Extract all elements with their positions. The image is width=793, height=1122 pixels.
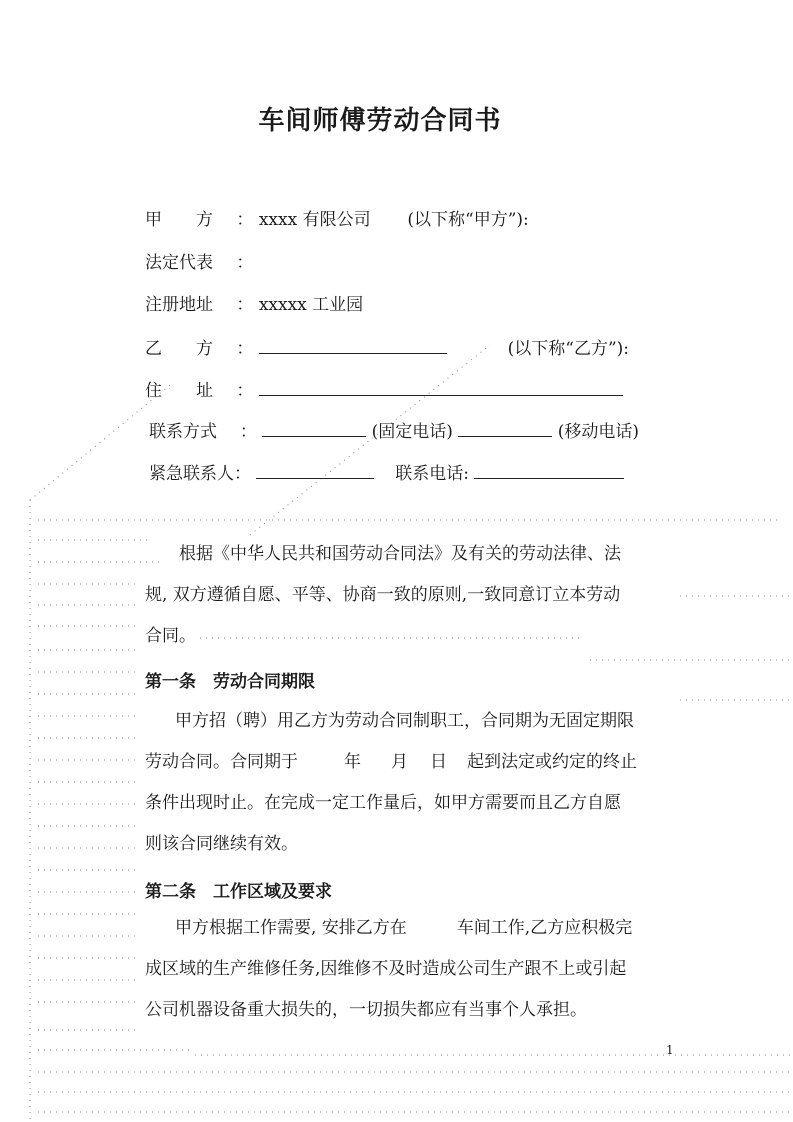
party-b-note: (以下称“乙方”): xyxy=(507,339,629,359)
article-1-line-1: 甲方招（聘）用乙方为劳动合同制职工，合同期为无固定期限 xyxy=(175,711,634,731)
address-blank[interactable] xyxy=(259,377,623,396)
intro-line-1: 根据《中华人民共和国劳动合同法》及有关的劳动法律、法 xyxy=(179,544,621,564)
party-a-label: 甲 方 xyxy=(145,210,213,230)
intro-paragraph xyxy=(145,534,677,657)
reg-address-value: xxxxx 工业园 xyxy=(258,295,364,315)
address-colon: ： xyxy=(236,381,254,401)
date-day-label: 日 xyxy=(430,752,447,772)
page-number: 1 xyxy=(666,1043,674,1057)
reg-address-colon: ： xyxy=(236,295,254,315)
party-b-label: 乙 方 xyxy=(145,339,213,359)
document-title: 车间师傅劳动合同书 xyxy=(258,106,502,136)
contact-row xyxy=(149,418,639,442)
legal-rep-row xyxy=(145,251,253,275)
article-2-line-3: 公司机器设备重大损失的，一切损失都应有当事个人承担。 xyxy=(145,1000,587,1020)
emergency-label: 紧急联系人： xyxy=(149,464,251,484)
article-1-line-2-start: 劳动合同。合同期于 xyxy=(145,752,298,772)
party-b-name-blank[interactable] xyxy=(259,335,447,354)
address-row xyxy=(145,377,623,401)
party-b-colon: ： xyxy=(236,339,254,359)
emergency-phone-blank[interactable] xyxy=(474,460,624,479)
intro-line-2: 规, 双方遵循自愿、平等、协商一致的原则,一致同意订立本劳动 xyxy=(145,585,621,605)
intro-line-3: 合同。 xyxy=(145,626,196,646)
emergency-phone-label: 联系电话: xyxy=(395,464,469,484)
party-b-row xyxy=(145,335,629,359)
date-year-label: 年 xyxy=(344,752,361,772)
mobile-blank[interactable] xyxy=(458,418,552,437)
reg-address-label: 注册地址 xyxy=(145,295,213,315)
article-1-heading: 第一条 劳动合同期限 xyxy=(145,672,315,692)
emergency-row xyxy=(149,460,624,484)
legal-rep-label: 法定代表 xyxy=(145,253,213,273)
article-1-line-2-end: 起到法定或约定的终止 xyxy=(467,752,637,772)
landline-blank[interactable] xyxy=(262,418,366,437)
article-1-line-2 xyxy=(145,742,677,783)
address-label: 住 址 xyxy=(145,381,213,401)
landline-label: (固定电话) xyxy=(371,422,453,442)
mobile-label: (移动电话) xyxy=(557,422,639,442)
date-month-label: 月 xyxy=(391,752,408,772)
article-2-line-2: 成区域的生产维修任务,因维修不及时造成公司生产跟不上或引起 xyxy=(145,959,627,979)
article-1-line-4: 则该合同继续有效。 xyxy=(145,834,298,854)
legal-rep-colon: ： xyxy=(236,253,254,273)
emergency-name-blank[interactable] xyxy=(256,460,374,479)
article-1-paragraph xyxy=(145,701,677,865)
article-2-line-1-end: 车间工作,乙方应积极完 xyxy=(456,918,633,938)
article-2-heading: 第二条 工作区域及要求 xyxy=(145,882,332,902)
contact-label: 联系方式 xyxy=(149,422,217,442)
party-a-row xyxy=(145,208,529,232)
party-a-colon: ： xyxy=(236,210,254,230)
article-2-paragraph xyxy=(145,908,677,1031)
reg-address-row xyxy=(145,293,363,317)
article-1-line-3: 条件出现时止。在完成一定工作量后，如甲方需要而且乙方自愿 xyxy=(145,793,621,813)
contact-colon: ： xyxy=(239,422,257,442)
party-a-value: xxxx 有限公司 xyxy=(258,210,371,230)
article-2-line-1-start: 甲方根据工作需要, 安排乙方在 xyxy=(175,918,407,938)
party-a-note: (以下称“甲方”): xyxy=(407,210,529,230)
